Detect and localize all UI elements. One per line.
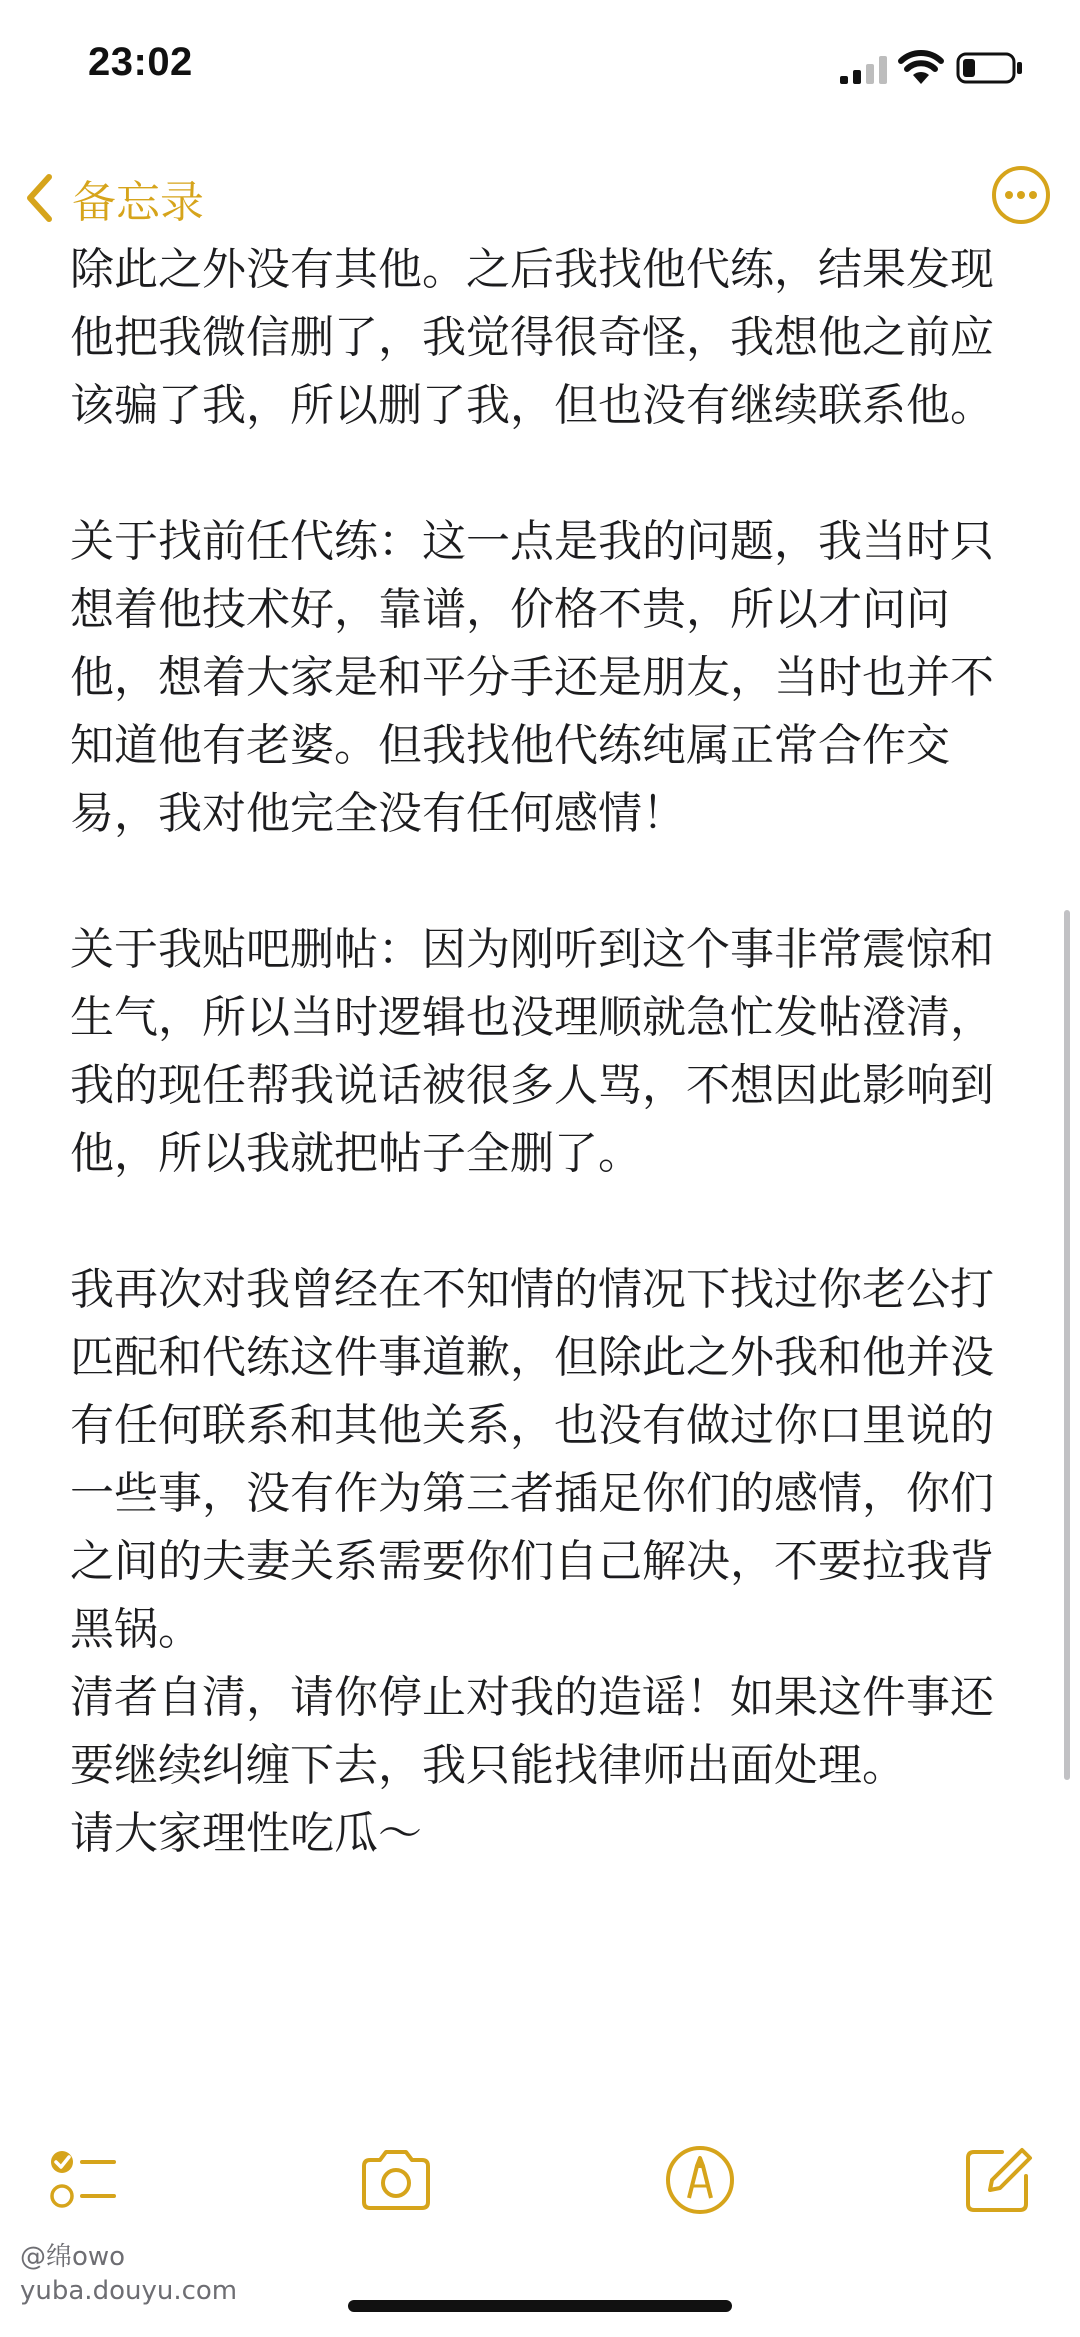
- battery-level-fill: [963, 59, 975, 77]
- note-body[interactable]: [70, 236, 1030, 1868]
- status-time: 23:02: [88, 40, 193, 84]
- chevron-left-icon: [24, 172, 54, 224]
- back-button[interactable]: [24, 158, 204, 238]
- watermark-site: yuba.douyu.com: [20, 2276, 238, 2306]
- watermark: [20, 2240, 237, 2308]
- note-paragraph-5: 清者自清，请你停止对我的造谣！如果这件事还要继续纠缠下去，我只能找律师出面处理。: [70, 1672, 994, 1791]
- watermark-user: @绵owo: [20, 2242, 126, 2272]
- markup-icon: [660, 2140, 740, 2220]
- camera-icon: [356, 2140, 436, 2220]
- battery-icon: [956, 52, 1024, 84]
- paragraph-spacer: [70, 848, 1030, 916]
- note-paragraph-1: 除此之外没有其他。之后我找他代练，结果发现他把我微信删了，我觉得很奇怪，我想他之前应该骗了我，所以删了我，但也没有继续联系他。: [70, 244, 994, 431]
- note-paragraph-2: 关于找前任代练：这一点是我的问题，我当时只想着他技术好，靠谱，价格不贵，所以才问问他，想着大家是和平分手还是朋友，当时也并不知道他有老婆。但我找他代练纯属正常合作交易，我对他完全没有任何感情！: [70, 516, 994, 839]
- note-paragraph-4: 我再次对我曾经在不知情的情况下找过你老公打匹配和代练这件事道歉，但除此之外我和他并没有任何联系和其他关系，也没有做过你口里说的一些事，没有作为第三者插足你们的感情，你们之间的夫妻关系需要你们自己解决，不要拉我背黑锅。: [70, 1264, 994, 1655]
- wifi-icon: [898, 50, 944, 86]
- more-options-icon[interactable]: [990, 164, 1052, 226]
- note-paragraph-3: 关于我贴吧删帖：因为刚听到这个事非常震惊和生气，所以当时逻辑也没理顺就急忙发帖澄清，我的现任帮我说话被很多人骂，不想因此影响到他，所以我就把帖子全删了。: [70, 924, 994, 1179]
- back-label: 备忘录: [72, 177, 204, 228]
- home-indicator[interactable]: [348, 2300, 732, 2312]
- compose-button[interactable]: [958, 2140, 1038, 2220]
- checklist-button[interactable]: [44, 2140, 124, 2220]
- cellular-signal-icon: [840, 56, 888, 84]
- compose-icon: [958, 2140, 1038, 2220]
- nav-bar: [0, 150, 1080, 250]
- paragraph-spacer: [70, 440, 1030, 508]
- camera-button[interactable]: [356, 2140, 436, 2220]
- bottom-toolbar: [0, 2130, 1080, 2240]
- status-bar: [0, 0, 1080, 150]
- markup-button[interactable]: [660, 2140, 740, 2220]
- scroll-indicator[interactable]: [1064, 910, 1070, 1780]
- note-paragraph-6: 请大家理性吃瓜～: [70, 1808, 422, 1859]
- paragraph-spacer: [70, 1188, 1030, 1256]
- checklist-icon: [44, 2140, 124, 2220]
